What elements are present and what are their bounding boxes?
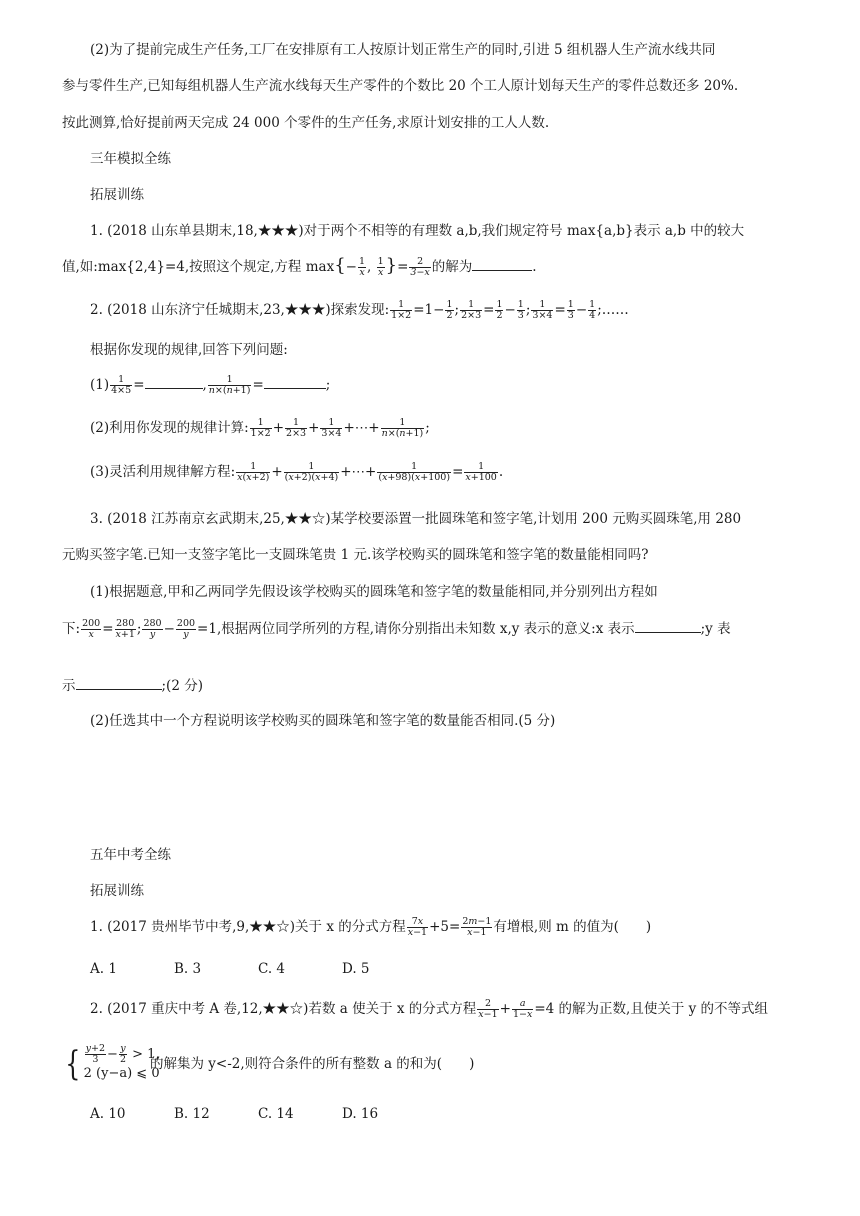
inequality-system: { $\frac{y+2}{3}$ − $\frac{y}{2}$ > 1, 2 (y−a) ⩽ 0 [65, 1043, 160, 1084]
question-2-rule: 根据你发现的规律,回答下列问题: [90, 342, 288, 358]
option-a[interactable]: A. 1 [90, 961, 117, 977]
question-3-line3: (1)根据题意,甲和乙两同学先假设该学校购买的圆珠笔和签字笔的数量能相同,并分别列出方程如 [90, 584, 658, 600]
option-c[interactable]: C. 4 [258, 961, 286, 977]
question-3-line2: 元购买签字笔.已知一支签字笔比一支圆珠笔贵 1 元.该学校购买的圆珠笔和签字笔的数量能相同吗? [62, 547, 649, 563]
question-2-part2: (2)利用你发现的规律计算: $\frac{1}{1\times 2}$ + $\frac{1}{2\times 3}$ + $\frac{1}{3\times 4}$ +⋯+ $\frac{1}{n\times(n+1)}$ ; [90, 417, 430, 439]
question-4-options [90, 959, 830, 979]
option-b[interactable]: B. 12 [174, 1106, 210, 1122]
question-1-line2: 值,如:max{2,4}=4,按照这个规定,方程 max{− $\frac{1}{x}$ , $\frac{1}{x}$ }= $\frac{2}{3-x}$ 的解为 . [62, 255, 537, 278]
section-subtitle: 拓展训练 [90, 883, 144, 899]
question-5-options [90, 1104, 830, 1124]
section-subtitle: 拓展训练 [90, 187, 144, 203]
question-3-line4: 下: $\frac{200}{x}$ = $\frac{280}{x+1}$ ; $\frac{280}{y}$ − $\frac{200}{y}$ =1,根据两位同学所列的方程,请你分别指出未知数 x,y 表示的意义:x 表示 ;y 表 [62, 618, 731, 640]
text-line: 参与零件生产,已知每组机器人生产流水线每天生产零件的个数比 20 个工人原计划每天生产的零件总数还多 20%. [62, 78, 739, 94]
option-a[interactable]: A. 10 [90, 1106, 126, 1122]
question-3-line5: 示 ;(2 分) [62, 675, 802, 696]
question-3-line1: 3. (2018 江苏南京玄武期末,25,★★☆)某学校要添置一批圆珠笔和签字笔,计划用 200 元购买圆珠笔,用 280 [90, 511, 742, 527]
question-5-line2: 的解集为 y<-2,则符合条件的所有整数 a 的和为( ) [150, 1056, 475, 1072]
option-d[interactable]: D. 16 [342, 1106, 379, 1122]
question-4-line1: 1. (2017 贵州毕节中考,9,★★☆)关于 x 的分式方程 $\frac{7x}{x-1}$ +5= $\frac{2m-1}{x-1}$ 有增根,则 m 的值为( ) [90, 916, 652, 938]
text-line: 按此测算,恰好提前两天完成 24 000 个零件的生产任务,求原计划安排的工人人数. [62, 115, 550, 131]
question-2-part3: (3)灵活利用规律解方程: $\frac{1}{x(x+2)}$ + $\frac{1}{(x+2)(x+4)}$ +⋯+ $\frac{1}{(x+98)(x+100)}$ = $\frac{1}{x+100}$ . [90, 461, 504, 483]
option-c[interactable]: C. 14 [258, 1106, 294, 1122]
section-title: 三年模拟全练 [90, 151, 171, 167]
question-2-part1: (1) $\frac{1}{4\times 5}$ = , $\frac{1}{n\times(n+1)}$ = ; [90, 374, 331, 396]
question-5-line1: 2. (2017 重庆中考 A 卷,12,★★☆)若数 a 使关于 x 的分式方程 $\frac{2}{x-1}$ + $\frac{a}{1-x}$ =4 的解为正数,且使关于 y 的不等式组 [90, 998, 769, 1020]
question-3-line6: (2)任选其中一个方程说明该学校购买的圆珠笔和签字笔的数量能否相同.(5 分) [90, 713, 556, 729]
question-1-line1: 1. (2018 山东单县期末,18,★★★)对于两个不相等的有理数 a,b,我们规定符号 max{a,b}表示 a,b 中的较大 [90, 223, 745, 239]
text-line: (2)为了提前完成生产任务,工厂在安排原有工人按原计划正常生产的同时,引进 5 组机器人生产流水线共同 [90, 42, 716, 58]
option-d[interactable]: D. 5 [342, 961, 370, 977]
option-b[interactable]: B. 3 [174, 961, 202, 977]
answer-blank [472, 256, 532, 271]
question-2-line1: 2. (2018 山东济宁任城期末,23,★★★)探索发现: $\frac{1}{1\times 2}$ =1− $\frac{1}{2}$ ; $\frac{1}{2\times 3}$ = $\frac{1}{2}$ − $\frac{1}{3}$ ; $\frac{1}{3\times 4}$ = $\frac{1}{3}$ − $\frac{1}{4}$ ;…… [90, 299, 629, 321]
section-title: 五年中考全练 [90, 847, 171, 863]
